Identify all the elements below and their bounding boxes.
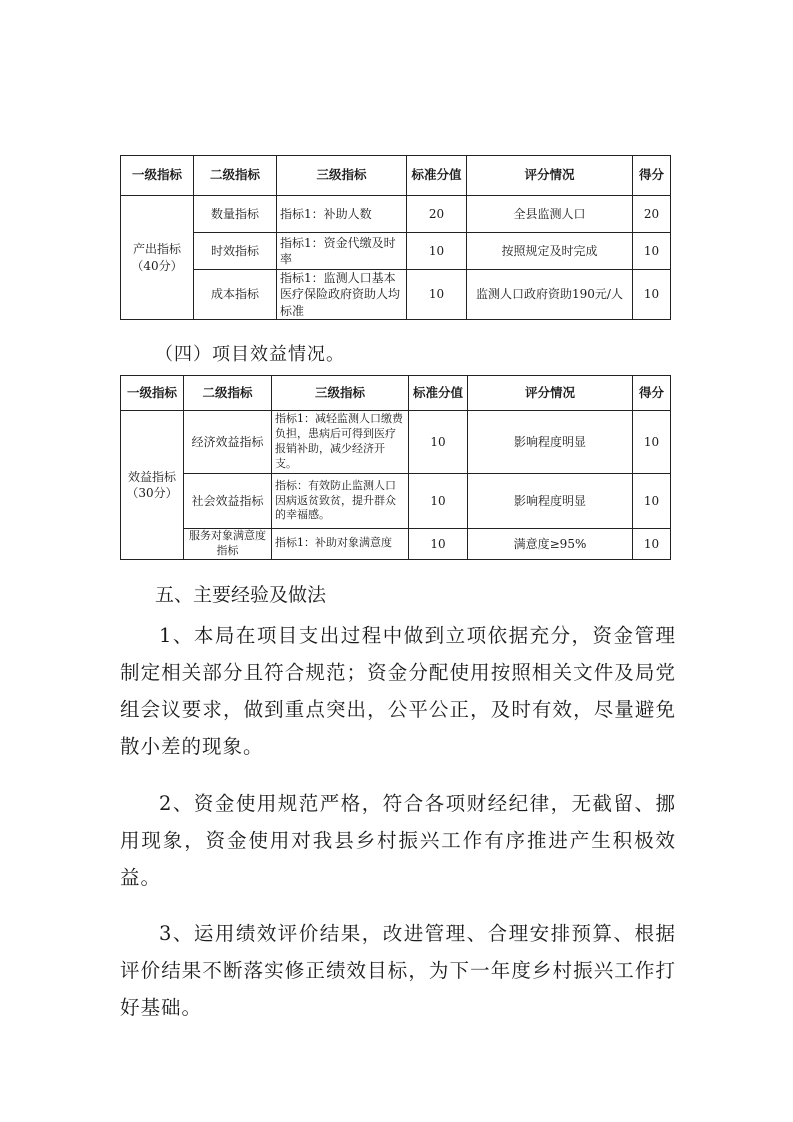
standard-cell: 10 <box>409 529 468 560</box>
level2-cell: 经济效益指标 <box>184 411 272 474</box>
header-level1: 一级指标 <box>121 376 184 411</box>
header-level3: 三级指标 <box>277 156 407 196</box>
score-cell: 10 <box>633 529 671 560</box>
header-score: 得分 <box>633 376 671 411</box>
header-level2: 二级指标 <box>184 376 272 411</box>
level2-cell: 成本指标 <box>194 270 277 320</box>
level3-cell: 指标：有效防止监测人口因病返贫致贫，提升群众的幸福感。 <box>272 474 409 529</box>
level3-cell: 指标1：监测人口基本医疗保险政府资助人均标准 <box>277 270 407 320</box>
level3-cell: 指标1：补助人数 <box>277 196 407 233</box>
header-score: 得分 <box>633 156 671 196</box>
header-standard: 标准分值 <box>407 156 467 196</box>
category-cell: 产出指标（40分） <box>121 196 194 320</box>
level2-cell: 服务对象满意度指标 <box>184 529 272 560</box>
header-evaluation: 评分情况 <box>467 156 633 196</box>
paragraph-3: 3、运用绩效评价结果，改进管理、合理安排预算、根据评价结果不断落实修正绩效目标，为下一年度乡村振兴工作打好基础。 <box>120 922 676 1019</box>
score-cell: 10 <box>633 411 671 474</box>
level3-cell: 指标1：资金代缴及时率 <box>277 233 407 270</box>
standard-cell: 10 <box>409 411 468 474</box>
evaluation-cell: 按照规定及时完成 <box>467 233 633 270</box>
category-cell: 效益指标（30分） <box>121 411 184 560</box>
section-title: 五、主要经验及做法 <box>155 584 327 606</box>
table-header-row <box>121 156 671 196</box>
table-row <box>121 411 671 474</box>
evaluation-cell: 影响程度明显 <box>468 411 633 474</box>
header-standard: 标准分值 <box>409 376 468 411</box>
header-level3: 三级指标 <box>272 376 409 411</box>
header-evaluation: 评分情况 <box>468 376 633 411</box>
standard-cell: 10 <box>407 270 467 320</box>
benefit-subtitle: （四）项目效益情况。 <box>155 344 345 365</box>
paragraph-2: 2、资金使用规范严格，符合各项财经纪律，无截留、挪用现象，资金使用对我县乡村振兴工作有序推进产生积极效益。 <box>120 792 676 889</box>
table-row <box>121 529 671 560</box>
score-cell: 10 <box>633 474 671 529</box>
table-row <box>121 270 671 320</box>
header-level2: 二级指标 <box>194 156 277 196</box>
level2-cell: 数量指标 <box>194 196 277 233</box>
level2-cell: 社会效益指标 <box>184 474 272 529</box>
output-indicator-table <box>120 155 671 320</box>
evaluation-cell: 影响程度明显 <box>468 474 633 529</box>
table-row <box>121 233 671 270</box>
evaluation-cell: 满意度≥95% <box>468 529 633 560</box>
header-level1: 一级指标 <box>121 156 194 196</box>
table-row <box>121 196 671 233</box>
level3-cell: 指标1：减轻监测人口缴费负担，患病后可得到医疗报销补助，减少经济开支。 <box>272 411 409 474</box>
standard-cell: 20 <box>407 196 467 233</box>
benefit-indicator-table <box>120 375 671 560</box>
score-cell: 10 <box>633 270 671 320</box>
standard-cell: 10 <box>407 233 467 270</box>
score-cell: 10 <box>633 233 671 270</box>
standard-cell: 10 <box>409 474 468 529</box>
level2-cell: 时效指标 <box>194 233 277 270</box>
table-header-row <box>121 376 671 411</box>
evaluation-cell: 监测人口政府资助190元/人 <box>467 270 633 320</box>
evaluation-cell: 全县监测人口 <box>467 196 633 233</box>
table-row <box>121 474 671 529</box>
score-cell: 20 <box>633 196 671 233</box>
level3-cell: 指标1：补助对象满意度 <box>272 529 409 560</box>
paragraph-1: 1、本局在项目支出过程中做到立项依据充分，资金管理制定相关部分且符合规范；资金分配使用按照相关文件及局党组会议要求，做到重点突出，公平公正，及时有效，尽量避免散小差的现象。 <box>120 624 676 758</box>
